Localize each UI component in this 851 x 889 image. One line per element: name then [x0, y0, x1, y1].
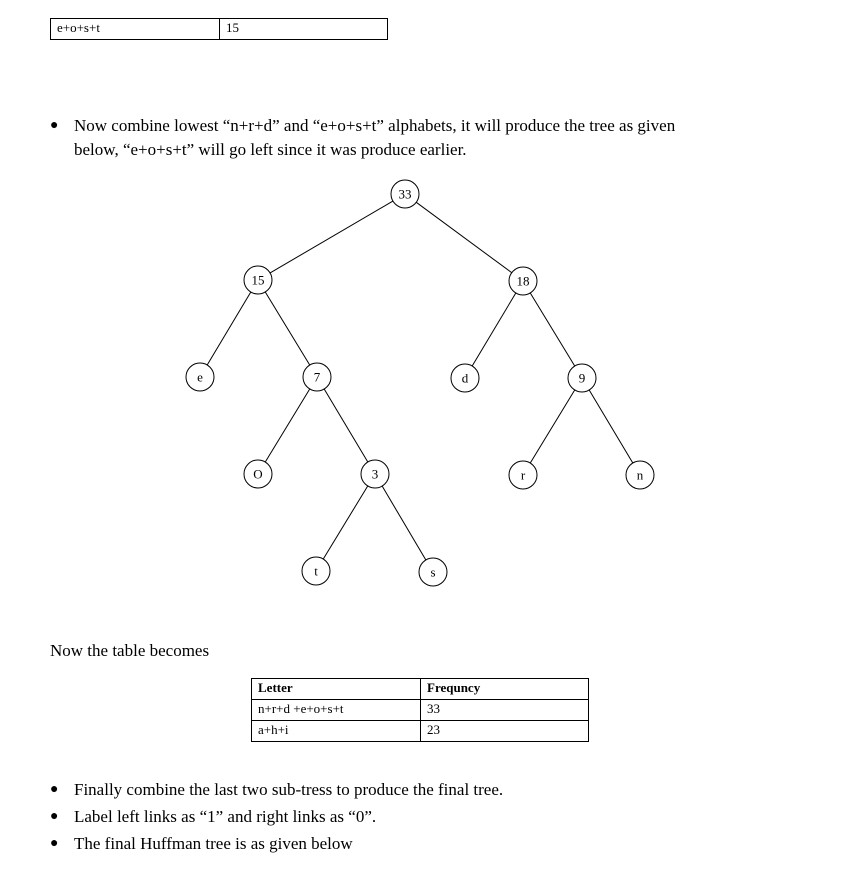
tree-edge	[416, 202, 511, 272]
table-header-row	[252, 679, 589, 700]
table-row	[51, 19, 388, 40]
table-cell: a+h+i	[252, 721, 421, 742]
list-item: ● Finally combine the last two sub-tress to produce the final tree.	[50, 776, 503, 803]
tree-node-label: 15	[251, 272, 265, 288]
tree-edge	[472, 293, 516, 366]
section-label: Now the table becomes	[50, 641, 210, 660]
bullet-icon: ●	[50, 118, 59, 133]
table-cell: 23	[421, 721, 589, 742]
tree-edge	[265, 292, 309, 365]
table-cell: e+o+s+t	[51, 19, 220, 40]
tree-edge	[530, 390, 574, 463]
tree-node	[626, 461, 654, 489]
tree-node-label: e	[197, 369, 203, 385]
tree-node-label: 18	[516, 273, 530, 289]
tree-edge	[323, 486, 367, 559]
tree-node-label: 33	[398, 186, 412, 202]
tree-node	[302, 557, 330, 585]
list-item: ● Label left links as “1” and right links as “0”.	[50, 803, 503, 830]
table-cell: 33	[421, 700, 589, 721]
table-row	[252, 700, 589, 721]
tree-node-label: s	[430, 564, 436, 580]
bullet-line: below, “e+o+s+t” will go left since it was produce earlier.	[74, 140, 467, 159]
tree-node-label: d	[461, 370, 469, 386]
bullet-paragraph	[50, 114, 790, 162]
tree-node	[509, 267, 537, 295]
tree-edge	[270, 201, 393, 273]
tree-edge	[207, 292, 251, 365]
column-header-frequency: Frequncy	[421, 679, 589, 700]
tree-node	[244, 266, 272, 294]
tree-node	[186, 363, 214, 391]
bullet-icon: ●	[50, 809, 59, 824]
column-header-letter: Letter	[252, 679, 421, 700]
tree-node	[361, 460, 389, 488]
tree-node-label: r	[520, 467, 526, 483]
table-row	[252, 721, 589, 742]
tree-edge	[589, 390, 633, 463]
tree-node-label: 7	[313, 369, 321, 385]
bullet-icon: ●	[50, 836, 59, 851]
bullet-icon: ●	[50, 782, 59, 797]
table-cell: n+r+d +e+o+s+t	[252, 700, 421, 721]
frequency-table	[251, 678, 589, 742]
tree-node	[391, 180, 419, 208]
frequency-table-partial	[50, 18, 388, 40]
tree-node-label: t	[314, 563, 318, 579]
huffman-subtree-diagram	[0, 170, 851, 590]
tree-node	[451, 364, 479, 392]
tree-edge	[530, 293, 574, 366]
tree-node	[244, 460, 272, 488]
tree-node-label: n	[636, 467, 644, 483]
list-item: ● The final Huffman tree is as given below	[50, 830, 503, 857]
tree-node	[568, 364, 596, 392]
tree-edge	[382, 486, 426, 560]
tree-node	[419, 558, 447, 586]
tree-edge	[324, 389, 368, 462]
tree-node-label: 9	[578, 370, 586, 386]
table-cell: 15	[220, 19, 388, 40]
bullet-line: Now combine lowest “n+r+d” and “e+o+s+t” alphabets, it will produce the tree as given	[74, 116, 676, 135]
tree-node	[303, 363, 331, 391]
tree-node	[509, 461, 537, 489]
tree-node-label: O	[253, 466, 263, 482]
tree-edge	[265, 389, 309, 462]
bullet-list-final	[50, 776, 503, 857]
tree-node-label: 3	[371, 466, 379, 482]
